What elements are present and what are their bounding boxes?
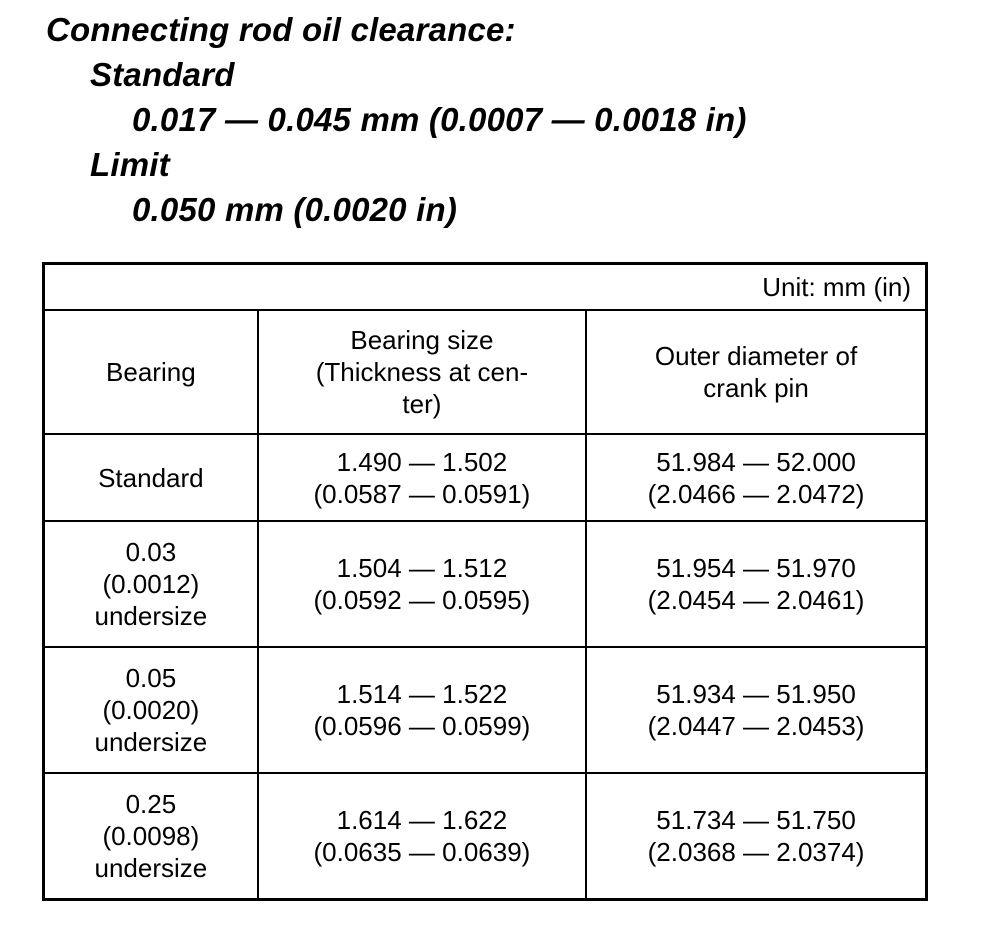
- bearing-line: (0.0012): [102, 569, 200, 599]
- bearing-cell: [44, 434, 258, 521]
- size-mm: 1.514 — 1.522: [336, 679, 508, 709]
- spec-title: Connecting rod oil clearance:: [46, 11, 516, 48]
- size-in: (0.0587 — 0.0591): [313, 478, 531, 509]
- crank-cell: [586, 434, 926, 521]
- crank-cell: [586, 647, 926, 773]
- bearing-line: (0.0098): [102, 821, 200, 851]
- header-bearing-size: [258, 310, 586, 434]
- bearing-line: Standard: [98, 462, 204, 493]
- table-row: [44, 434, 927, 521]
- limit-value: 0.050 mm (0.0020 in): [132, 191, 458, 228]
- size-cell: [258, 521, 586, 647]
- crank-in: (2.0466 — 2.0472): [647, 478, 865, 509]
- header-bearing-text: Bearing: [106, 357, 196, 387]
- header-size-line1: Bearing size: [350, 325, 494, 355]
- table-row: [44, 773, 927, 900]
- header-crank-line1: Outer diameter of: [654, 341, 858, 371]
- table-row: [44, 647, 927, 773]
- size-cell: [258, 434, 586, 521]
- bearing-spec-table: [42, 262, 928, 901]
- bearing-cell: [44, 773, 258, 900]
- crank-cell: [586, 521, 926, 647]
- crank-in: (2.0447 — 2.0453): [647, 711, 865, 741]
- size-mm: 1.490 — 1.502: [336, 446, 508, 477]
- bearing-line: undersize: [94, 727, 208, 757]
- standard-value: 0.017 — 0.045 mm (0.0007 — 0.0018 in): [132, 101, 747, 138]
- header-size-line3: ter): [402, 389, 442, 419]
- bearing-line: (0.0020): [102, 695, 200, 725]
- size-mm: 1.504 — 1.512: [336, 553, 508, 583]
- bearing-line: 0.05: [125, 663, 177, 693]
- bearing-line: undersize: [94, 601, 208, 631]
- header-row: [44, 310, 927, 434]
- crank-cell: [586, 773, 926, 900]
- size-in: (0.0596 — 0.0599): [313, 711, 531, 741]
- standard-label: Standard: [90, 56, 235, 93]
- header-bearing: [44, 310, 258, 434]
- bearing-cell: [44, 647, 258, 773]
- crank-in: (2.0454 — 2.0461): [647, 585, 865, 615]
- bearing-line: undersize: [94, 853, 208, 883]
- unit-row: [44, 264, 927, 311]
- size-cell: [258, 647, 586, 773]
- bearing-cell: [44, 521, 258, 647]
- bearing-line: 0.25: [125, 789, 177, 819]
- crank-mm: 51.734 — 51.750: [656, 805, 856, 835]
- size-in: (0.0635 — 0.0639): [313, 837, 531, 867]
- limit-label: Limit: [90, 146, 170, 183]
- header-size-line2: (Thickness at cen-: [315, 357, 529, 387]
- crank-in: (2.0368 — 2.0374): [647, 837, 865, 867]
- unit-label: Unit: mm (in): [44, 264, 927, 311]
- crank-mm: 51.984 — 52.000: [656, 446, 856, 477]
- header-crank-line2: crank pin: [703, 373, 809, 403]
- crank-mm: 51.934 — 51.950: [656, 679, 856, 709]
- bearing-line: 0.03: [125, 537, 177, 567]
- table-row: [44, 521, 927, 647]
- size-mm: 1.614 — 1.622: [336, 805, 508, 835]
- size-in: (0.0592 — 0.0595): [313, 585, 531, 615]
- header-crank-pin: [586, 310, 926, 434]
- crank-mm: 51.954 — 51.970: [656, 553, 856, 583]
- size-cell: [258, 773, 586, 900]
